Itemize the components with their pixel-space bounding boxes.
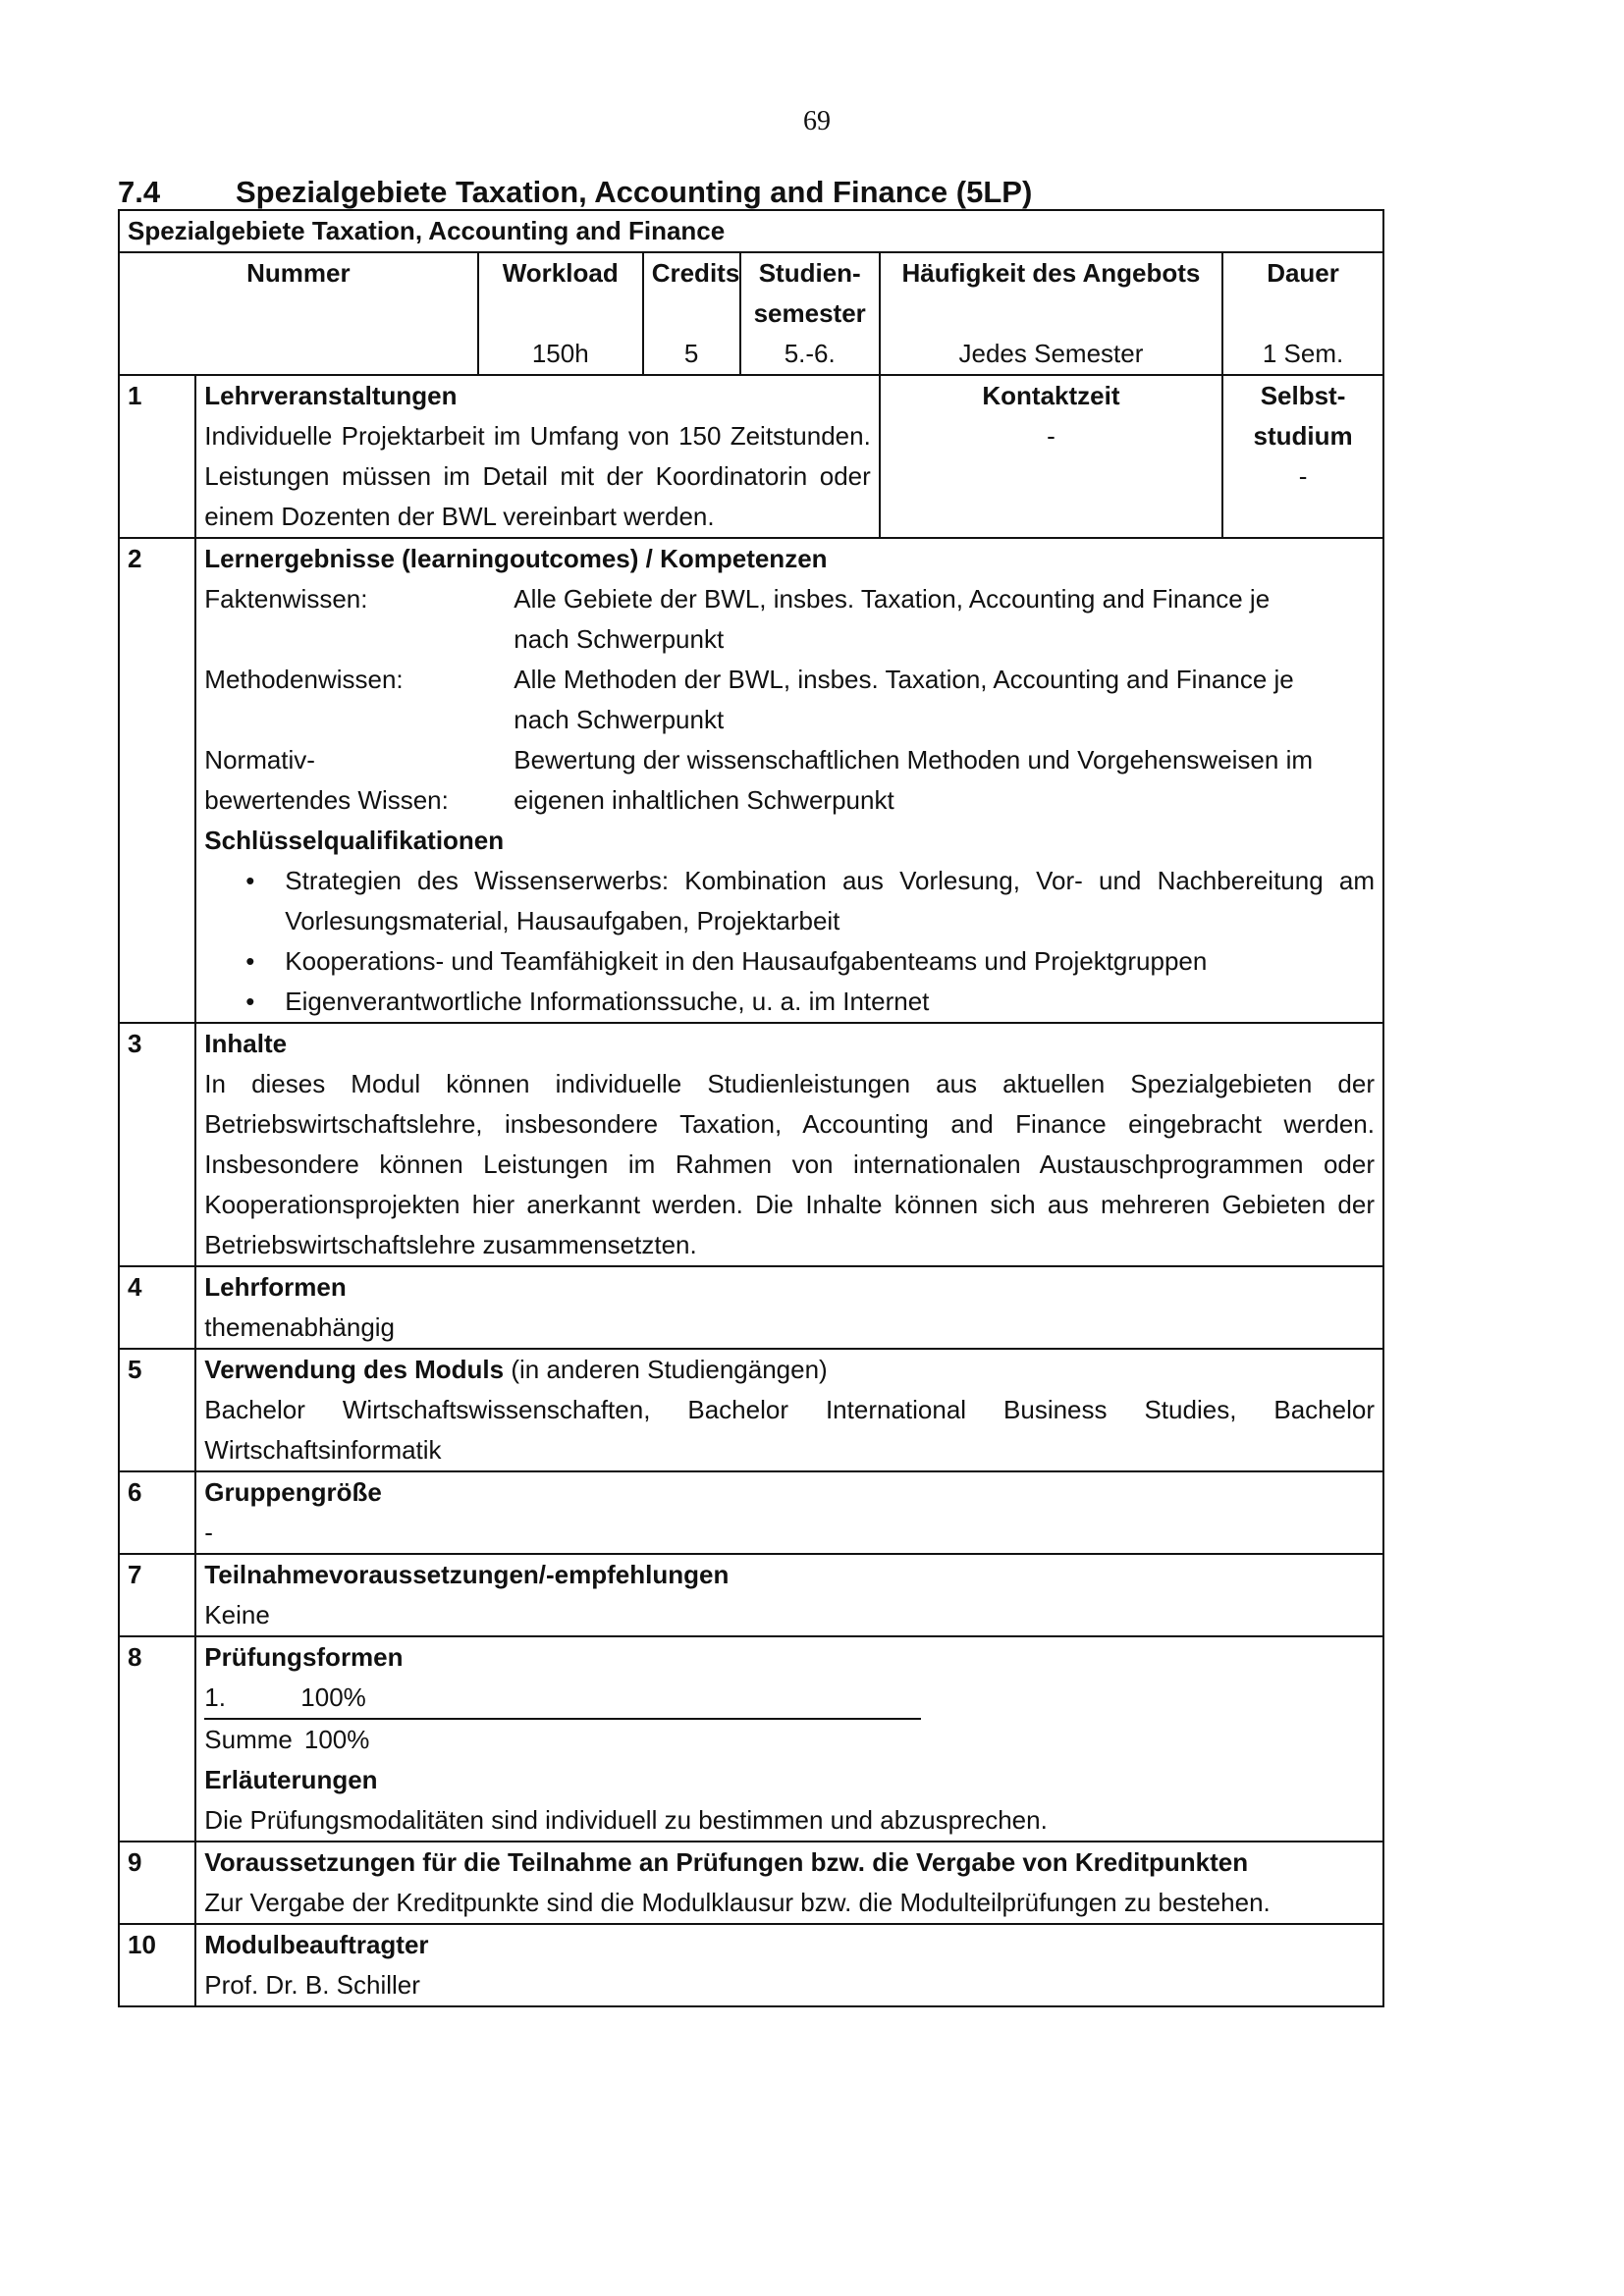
section-title-8: Prüfungsformen xyxy=(204,1642,404,1672)
section-number-9: 9 xyxy=(119,1842,195,1924)
value-duration: 1 Sem. xyxy=(1262,339,1344,368)
section-number-5: 5 xyxy=(119,1349,195,1471)
section-row-10 xyxy=(119,1924,1383,2006)
section-number-4: 4 xyxy=(119,1266,195,1349)
exam-index: 1. xyxy=(204,1682,226,1712)
section-title-suffix-5: (in anderen Studiengängen) xyxy=(504,1355,828,1384)
section-body-3 xyxy=(195,1023,1383,1266)
section-number: 7.4 xyxy=(118,175,161,209)
header-workload: Workload 150h xyxy=(478,252,643,375)
exam-notes-text: Die Prüfungsmodalitäten sind individuell zu bestimmen und abzusprechen. xyxy=(204,1805,1048,1835)
section-title-2: Lernergebnisse (learningoutcomes) / Kompetenzen xyxy=(204,544,828,573)
exam-sum-label: Summe xyxy=(204,1725,293,1754)
section-number-8: 8 xyxy=(119,1636,195,1842)
contact-time-cell xyxy=(880,375,1222,538)
value-workload: 150h xyxy=(531,339,589,368)
section-body-4 xyxy=(195,1266,1383,1349)
self-study-cell: Selbst- studium - xyxy=(1222,375,1383,538)
contact-time-header: Kontaktzeit xyxy=(982,381,1120,410)
section-text-5: Bachelor Wirtschaftswissenschaften, Bachelor International Business Studies, Bachelor Wirtschaftsinformatik xyxy=(204,1395,1375,1465)
section-text-4: themenabhängig xyxy=(204,1312,396,1342)
normativ-text: Bewertung der wissenschaftlichen Methoden und Vorgehensweisen im eigenen inhaltlichen Schwerpunkt xyxy=(514,745,1314,815)
fakten-text: Alle Gebiete der BWL, insbes. Taxation, Accounting and Finance je nach Schwerpunkt xyxy=(514,584,1271,654)
section-body-8 xyxy=(195,1636,1383,1842)
methoden-label: Methodenwissen: xyxy=(204,665,404,694)
section-title-1: Lehrveranstaltungen xyxy=(204,381,458,410)
module-header-row xyxy=(119,252,1383,375)
module-table xyxy=(118,209,1384,2007)
section-number-7: 7 xyxy=(119,1554,195,1636)
section-text-10: Prof. Dr. B. Schiller xyxy=(204,1970,420,2000)
section-row-1 xyxy=(119,375,1383,538)
normativ-label: Normativ-bewertendes Wissen: xyxy=(204,745,449,815)
section-text-7: Keine xyxy=(204,1600,270,1629)
section-number-3: 3 xyxy=(119,1023,195,1266)
section-row-2 xyxy=(119,538,1383,1023)
exam-sum-percent: 100% xyxy=(303,1725,370,1754)
section-title-3: Inhalte xyxy=(204,1029,288,1058)
section-title-9: Voraussetzungen für die Teilnahme an Prüfungen bzw. die Vergabe von Kreditpunkten xyxy=(204,1847,1249,1877)
module-title-row xyxy=(119,210,1383,252)
module-title: Spezialgebiete Taxation, Accounting and Finance xyxy=(119,210,1383,252)
self-study-value: - xyxy=(1298,461,1308,491)
section-body-2 xyxy=(195,538,1383,1023)
section-row-4 xyxy=(119,1266,1383,1349)
section-title: Spezialgebiete Taxation, Accounting and Finance (5LP) xyxy=(236,175,1033,209)
value-frequency: Jedes Semester xyxy=(958,339,1144,368)
section-title-5: Verwendung des Moduls (in anderen Studiengängen) xyxy=(204,1355,828,1384)
key-qualifications-title: Schlüsselqualifikationen xyxy=(204,826,505,855)
section-text-3: In dieses Modul können individuelle Studienleistungen aus aktuellen Spezialgebieten der Betriebswirtschaftslehre, insbesondere Taxation, Accounting and Finance eingebracht werden. Insbesondere können Leistungen im Rahmen von internationalen Austauschprogrammen oder Kooperationsprojekten hier anerkannt werden. Die Inhalte können sich aus mehreren Gebieten der Betriebswirtschaftslehre zusammensetzten. xyxy=(204,1069,1375,1259)
list-item: • Eigenverantwortliche Informationssuche, u. a. im Internet xyxy=(238,982,1375,1022)
header-credits: Credits 5 xyxy=(643,252,740,375)
section-body-9 xyxy=(195,1842,1383,1924)
header-semester: Studien- semester 5.-6. xyxy=(740,252,880,375)
section-text-9: Zur Vergabe der Kreditpunkte sind die Modulklausur bzw. die Modulteilprüfungen zu bestehen. xyxy=(204,1888,1271,1917)
section-title-4: Lehrformen xyxy=(204,1272,347,1302)
section-row-6 xyxy=(119,1471,1383,1554)
header-duration: Dauer 1 Sem. xyxy=(1222,252,1383,375)
list-item: • Strategien des Wissenserwerbs: Kombination aus Vorlesung, Vor- und Nachbereitung am Vorlesungsmaterial, Hausaufgaben, Projektarbeit xyxy=(238,861,1375,941)
contact-time-value: - xyxy=(1047,421,1056,451)
section-number-1: 1 xyxy=(119,375,195,538)
methoden-text: Alle Methoden der BWL, insbes. Taxation, Accounting and Finance je nach Schwerpunkt xyxy=(514,665,1294,734)
self-study-header: Selbst- xyxy=(1260,381,1346,410)
section-heading xyxy=(118,175,1032,210)
section-title-6: Gruppengröße xyxy=(204,1477,382,1507)
section-text-1: Individuelle Projektarbeit im Umfang von 150 Zeitstunden. Leistungen müssen im Detail mit der Koordinatorin oder einem Dozenten der BWL vereinbart werden. xyxy=(204,421,871,531)
section-body-10 xyxy=(195,1924,1383,2006)
exam-row xyxy=(204,1678,921,1720)
exam-sum-row xyxy=(204,1720,1375,1760)
section-row-7 xyxy=(119,1554,1383,1636)
section-text-6: - xyxy=(204,1518,213,1547)
section-number-6: 6 xyxy=(119,1471,195,1554)
key-qualifications-list xyxy=(204,861,1375,1022)
exam-percent: 100% xyxy=(300,1682,366,1712)
list-item: • Kooperations- und Teamfähigkeit in den Hausaufgabenteams und Projektgruppen xyxy=(238,941,1375,982)
section-row-5 xyxy=(119,1349,1383,1471)
section-title-10: Modulbeauftragter xyxy=(204,1930,429,1959)
section-number-10: 10 xyxy=(119,1924,195,2006)
section-row-3 xyxy=(119,1023,1383,1266)
value-semester: 5.-6. xyxy=(784,339,836,368)
section-title-7: Teilnahmevoraussetzungen/-empfehlungen xyxy=(204,1560,730,1589)
header-frequency: Häufigkeit des Angebots Jedes Semester xyxy=(880,252,1222,375)
page-number: 69 xyxy=(803,106,831,136)
section-row-8 xyxy=(119,1636,1383,1842)
fakten-label: Faktenwissen: xyxy=(204,584,368,614)
section-body-6 xyxy=(195,1471,1383,1554)
section-row-9 xyxy=(119,1842,1383,1924)
section-body-1 xyxy=(195,375,880,538)
section-body-5 xyxy=(195,1349,1383,1471)
section-body-7 xyxy=(195,1554,1383,1636)
section-number-2: 2 xyxy=(119,538,195,1023)
value-credits: 5 xyxy=(683,339,699,368)
competence-list xyxy=(204,579,1375,821)
header-nummer: Nummer xyxy=(119,252,478,375)
exam-notes-title: Erläuterungen xyxy=(204,1765,378,1794)
